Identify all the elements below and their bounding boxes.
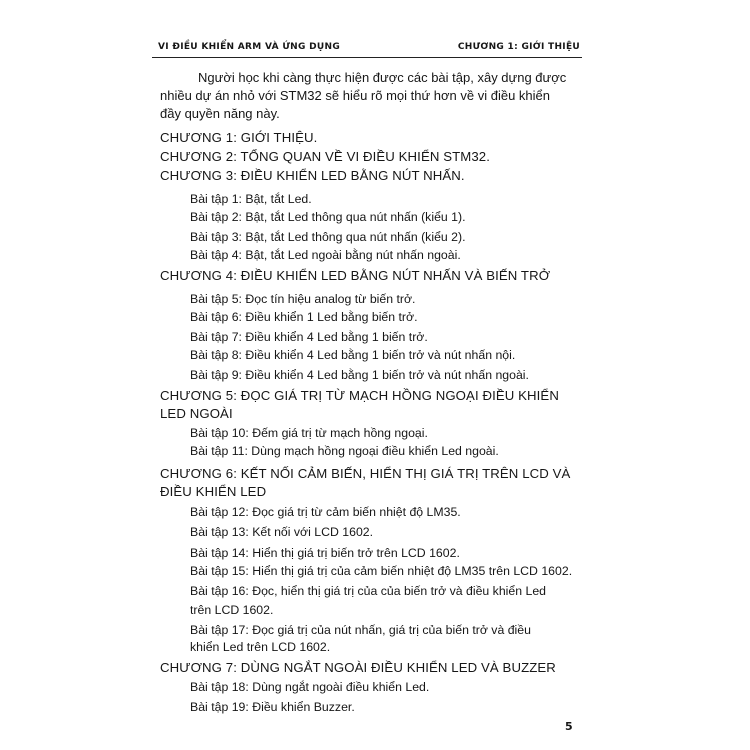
page-number: 5 [565, 720, 573, 733]
chapter-heading: CHƯƠNG 5: ĐỌC GIÁ TRỊ TỪ MẠCH HỒNG NGOẠI ĐIỀU KHIỂN [160, 388, 559, 403]
chapter-heading: CHƯƠNG 4: ĐIỀU KHIỂN LED BẰNG NÚT NHẤN VÀ BIẾN TRỞ [160, 268, 551, 283]
exercise-item: Bài tập 6: Điều khiển 1 Led bằng biến trở. [190, 310, 418, 324]
exercise-item: Bài tập 10: Đếm giá trị từ mạch hồng ngoại. [190, 426, 428, 440]
exercise-item: Bài tập 9: Điều khiển 4 Led bằng 1 biến trở và nút nhấn ngoài. [190, 368, 529, 382]
chapter-heading-continued: ĐIỀU KHIỂN LED [160, 484, 267, 499]
chapter-heading: CHƯƠNG 2: TỔNG QUAN VỀ VI ĐIỀU KHIỂN STM32. [160, 149, 490, 164]
exercise-item: Bài tập 18: Dùng ngắt ngoài điều khiển Led. [190, 680, 430, 694]
intro-line: nhiều dự án nhỏ với STM32 sẽ hiểu rõ mọi thứ hơn về vi điều khiển [160, 88, 550, 103]
chapter-heading: CHƯƠNG 6: KẾT NỐI CẢM BIẾN, HIỂN THỊ GIÁ TRỊ TRÊN LCD VÀ [160, 466, 571, 481]
exercise-item-continued: trên LCD 1602. [190, 603, 274, 617]
exercise-item: Bài tập 7: Điều khiển 4 Led bằng 1 biến trở. [190, 330, 428, 344]
exercise-item: Bài tập 8: Điều khiển 4 Led bằng 1 biến trở và nút nhấn nội. [190, 348, 516, 362]
exercise-item: Bài tập 4: Bật, tắt Led ngoài bằng nút nhấn ngoài. [190, 248, 461, 262]
exercise-item: Bài tập 2: Bật, tắt Led thông qua nút nhấn (kiểu 1). [190, 210, 466, 224]
intro-line: Người học khi càng thực hiện được các bài tập, xây dựng được [198, 70, 567, 85]
exercise-item: Bài tập 13: Kết nối với LCD 1602. [190, 525, 374, 539]
exercise-item: Bài tập 19: Điều khiển Buzzer. [190, 700, 355, 714]
exercise-item: Bài tập 15: Hiển thị giá trị của cảm biến nhiệt độ LM35 trên LCD 1602. [190, 564, 573, 578]
header-book-title: VI ĐIỀU KHIỂN ARM VÀ ỨNG DỤNG [158, 42, 341, 52]
chapter-heading-continued: LED NGOÀI [160, 406, 233, 421]
header-chapter-title: CHƯƠNG 1: GIỚI THIỆU [457, 42, 580, 52]
exercise-item: Bài tập 11: Dùng mạch hồng ngoại điều khiển Led ngoài. [190, 444, 499, 458]
chapter-heading: CHƯƠNG 1: GIỚI THIỆU. [160, 130, 318, 145]
exercise-item: Bài tập 5: Đọc tín hiệu analog từ biến trở. [190, 292, 416, 306]
exercise-item: Bài tập 17: Đọc giá trị của nút nhấn, giá trị của biến trở và điều [190, 623, 531, 637]
exercise-item: Bài tập 16: Đọc, hiển thị giá trị của của biến trở và điều khiển Led [190, 584, 547, 598]
exercise-item: Bài tập 1: Bật, tắt Led. [190, 192, 312, 206]
running-header [152, 37, 582, 58]
exercise-item: Bài tập 12: Đọc giá trị từ cảm biến nhiệt độ LM35. [190, 505, 461, 519]
exercise-item: Bài tập 3: Bật, tắt Led thông qua nút nhấn (kiểu 2). [190, 230, 466, 244]
exercise-item-continued: khiển Led trên LCD 1602. [190, 640, 331, 654]
intro-line: đầy quyền năng này. [160, 106, 280, 121]
chapter-heading: CHƯƠNG 7: DÙNG NGẮT NGOÀI ĐIỀU KHIỂN LED VÀ BUZZER [160, 660, 556, 675]
exercise-item: Bài tập 14: Hiển thị giá trị biến trở trên LCD 1602. [190, 546, 460, 560]
chapter-heading: CHƯƠNG 3: ĐIỀU KHIỂN LED BẰNG NÚT NHẤN. [160, 168, 465, 183]
